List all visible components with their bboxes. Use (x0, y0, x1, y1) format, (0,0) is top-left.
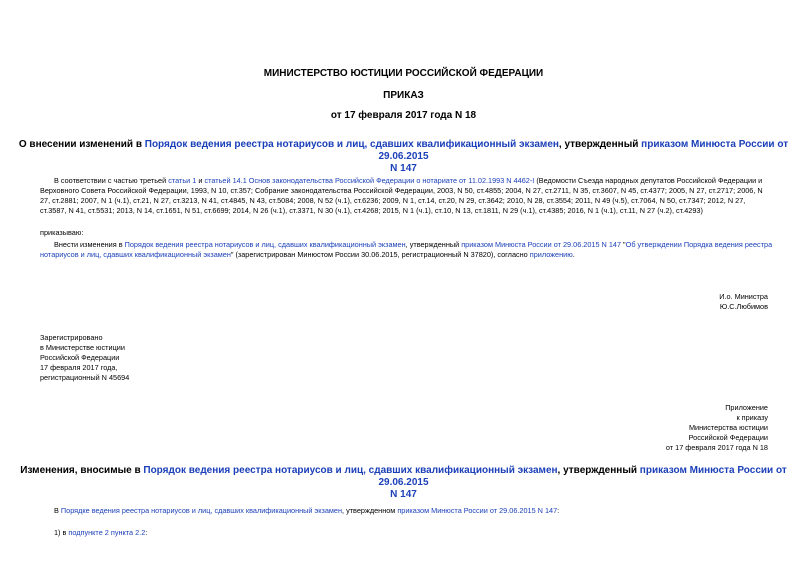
preamble-text: и (196, 176, 205, 185)
order-date: от 17 февраля 2017 года N 18 (330, 110, 477, 121)
preamble-paragraph (40, 176, 780, 216)
changes-text: , утвержденном (342, 506, 398, 515)
order-text: . (572, 250, 575, 259)
changes-title-text: , утвержденный (557, 465, 640, 476)
changes-item-1 (54, 528, 147, 538)
registration-block (40, 333, 129, 383)
signature-block (560, 292, 768, 312)
item-text: : (145, 528, 148, 537)
registration-line: в Министерстве юстиции (40, 343, 125, 352)
changes-text: В (54, 506, 61, 515)
appendix-line: Российской Федерации (688, 433, 768, 442)
title-link-order[interactable]: приказом Минюста России от 29.06.2015 (378, 139, 789, 162)
registration-line: регистрационный N 45694 (40, 373, 130, 382)
changes-paragraph (54, 506, 559, 516)
appendix-line: Приложение (725, 403, 768, 412)
registration-line: Российской Федерации (40, 353, 120, 362)
order-text: Внести изменения в (54, 240, 125, 249)
signature-name: Ю.С.Любимов (719, 302, 768, 311)
appendix-line: к приказу (736, 413, 768, 422)
link-appendix[interactable]: приложению (529, 250, 573, 259)
registration-line: Зарегистрировано (40, 333, 103, 342)
ministry-heading: МИНИСТЕРСТВО ЮСТИЦИИ РОССИЙСКОЙ ФЕДЕРАЦИИ (263, 68, 544, 79)
link-approval-title-cont[interactable]: нотариусов и лиц, сдавших квалификационный экзамен (40, 250, 231, 259)
changes-title-link-order-number[interactable]: N 147 (390, 489, 417, 500)
order-paragraph (40, 240, 780, 260)
preamble-line: 27, ст.2881; 2007, N 1 (ч.1), ст.21, N 27, ст.3213, N 41, ст.4845, N 43, ст.5084; 2008, N 52 (ч.1), ст.6236; 2009, N 1, ст.14, ст.20, N 29, ст.3642; 2010, N 28, ст.3554; 2011, N 49 (ч.5), ст.7064, N 50, ст.7347; 2012, N 27, (40, 196, 746, 205)
item-text: 1) в (54, 528, 69, 537)
link-procedure[interactable]: Порядок ведения реестра нотариусов и лиц, сдавших квалификационный экзамен (124, 240, 406, 249)
preamble-text: (Ведомости Съезда народных депутатов Российской Федерации и (534, 176, 763, 185)
appendix-block (560, 403, 768, 453)
order-word: приказываю: (40, 228, 84, 237)
preamble-line: Верховного Совета Российской Федерации, 1993, N 10, ст.357; Собрание законодательства Российской Федерации, 2003, N 50, ст.4855; 2004, N 27, ст.2711, N 35, ст.3607, N 45, ст.4377; 2005, N 27, ст.2717; 2006, N (40, 186, 763, 195)
title-text: О внесении изменений в (18, 139, 145, 150)
changes-text: : (557, 506, 560, 515)
order-text: " (зарегистрирован Минюстом России 30.06.2015, регистрационный N 37820), согласно (230, 250, 530, 259)
order-text: , утвержденный (405, 240, 462, 249)
link-subparagraph-2[interactable]: подпункте 2 пункта 2.2 (68, 528, 146, 537)
title-text: , утвержденный (558, 139, 642, 150)
order-heading: ПРИКАЗ (383, 90, 424, 101)
preamble-line: ст.3587, N 41, ст.5531; 2013, N 14, ст.1651, N 51, ст.6699; 2014, N 26 (ч.1), ст.3371, N 30 (ч.1), ст.4268; 2015, N 1 (ч.1), ст.10, N 13, ст.1811, N 29 (ч.1), ст.4385; 2016, N 1 (ч.1), ст.11, N 27 (ч.2), ст.4293) (40, 206, 703, 215)
changes-title (0, 465, 807, 501)
title-link-procedure[interactable]: Порядок ведения реестра нотариусов и лиц, сдавших квалификационный экзамен (144, 139, 559, 150)
link-order-147[interactable]: приказом Минюста России от 29.06.2015 N 147 (461, 240, 622, 249)
link-order-147-changes[interactable]: приказом Минюста России от 29.06.2015 N 147 (397, 506, 558, 515)
appendix-line: Министерства юстиции (688, 423, 768, 432)
order-text: " (621, 240, 626, 249)
title-link-order-number[interactable]: N 147 (390, 163, 417, 174)
link-article-1[interactable]: статьи 1 (168, 176, 197, 185)
preamble-text: В соответствии с частью третьей (54, 176, 169, 185)
signature-position: И.о. Министра (719, 292, 768, 301)
document-title (0, 139, 807, 175)
link-article-14-1[interactable]: статьей 14.1 Основ законодательства Российской Федерации о нотариате от 11.02.1993 N 4462-I (204, 176, 535, 185)
appendix-line: от 17 февраля 2017 года N 18 (665, 443, 768, 452)
changes-title-text: Изменения, вносимые в (20, 465, 144, 476)
changes-title-link-order[interactable]: приказом Минюста России от 29.06.2015 (378, 465, 787, 488)
changes-title-link-procedure[interactable]: Порядок ведения реестра нотариусов и лиц, сдавших квалификационный экзамен (143, 465, 558, 476)
registration-line: 17 февраля 2017 года, (40, 363, 118, 372)
link-procedure-changes[interactable]: Порядке ведения реестра нотариусов и лиц, сдавших квалификационный экзамен (60, 506, 343, 515)
link-approval-title[interactable]: Об утверждении Порядка ведения реестра (625, 240, 773, 249)
